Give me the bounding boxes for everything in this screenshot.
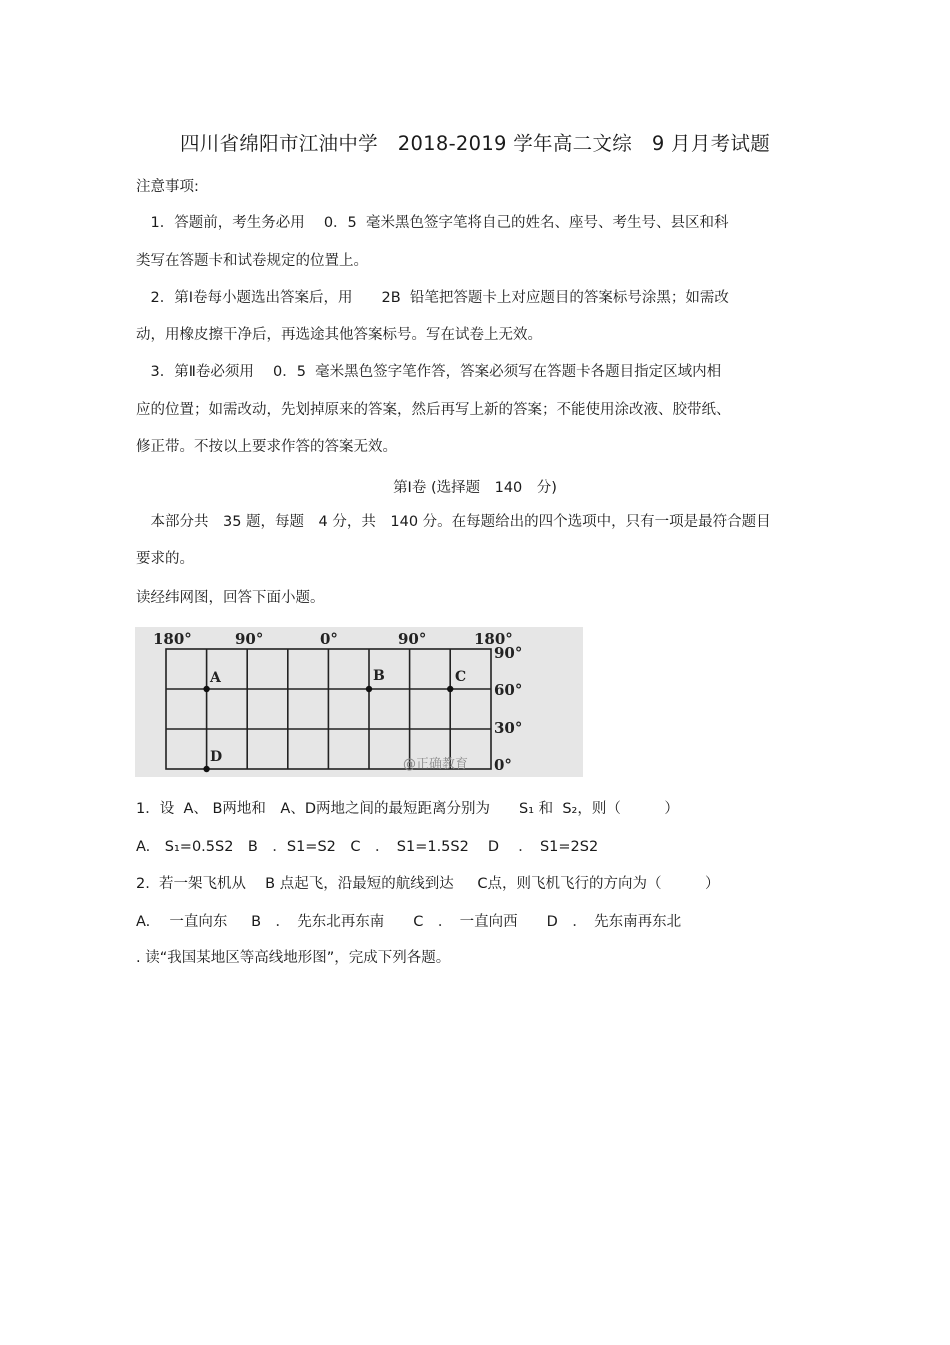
- watermark: @正确教育: [403, 757, 469, 772]
- question-2-options: A. 一直向东 B ． 先东北再东南 C ． 一直向西 D ． 先东南再东北: [136, 914, 682, 930]
- longitude-label: 90°: [235, 630, 264, 648]
- point-b-label: B: [373, 668, 385, 684]
- longitude-label: 90°: [398, 630, 427, 648]
- map-prompt: 读经纬网图，回答下面小题。: [136, 590, 325, 606]
- notice-heading: 注意事项:: [136, 179, 199, 195]
- section-intro-line: 要求的。: [136, 551, 194, 567]
- question-1-options: A. S₁=0.5S2 B ．S1=S2 C ． S1=1.5S2 D ． S1=2S2: [136, 839, 599, 855]
- point-a-marker: [203, 686, 209, 692]
- longitude-label: 180°: [153, 630, 192, 648]
- notice-line: 2．第Ⅰ卷每小题选出答案后，用 2B 铅笔把答题卡上对应题目的答案标号涂黑；如需改: [136, 290, 729, 306]
- next-prompt: . 读“我国某地区等高线地形图”，完成下列各题。: [136, 950, 451, 966]
- notice-line: 动，用橡皮擦干净后，再选途其他答案标号。写在试卷上无效。: [136, 327, 542, 343]
- page-title: 四川省绵阳市江油中学 2018-2019 学年高二文综 9 月月考试题: [179, 132, 771, 155]
- latitude-label: 60°: [494, 681, 523, 699]
- latitude-label: 30°: [494, 719, 523, 737]
- section-intro-line: 本部分共 35 题，每题 4 分，共 140 分。在每题给出的四个选项中，只有一项是最符合题目: [136, 514, 771, 530]
- notice-line: 应的位置；如需改动，先划掉原来的答案，然后再写上新的答案；不能使用涂改液、胶带纸、: [136, 402, 731, 418]
- point-c-marker: [447, 686, 453, 692]
- point-d-label: D: [210, 749, 223, 765]
- section-title: 第Ⅰ卷 (选择题 140 分): [393, 480, 557, 496]
- latitude-label: 0°: [494, 756, 512, 774]
- point-d-marker: [203, 766, 209, 772]
- question-2-stem: 2. 若一架飞机从 B 点起飞，沿最短的航线到达 C点，则飞机飞行的方向为（ ）: [136, 876, 720, 892]
- point-a-label: A: [210, 670, 221, 686]
- point-b-marker: [366, 686, 372, 692]
- notice-line: 3．第Ⅱ卷必须用 0．5 毫米黑色签字笔作答，答案必须写在答题卡各题目指定区域内相: [136, 364, 722, 380]
- longitude-label: 0°: [320, 630, 338, 648]
- question-1-stem: 1．设 A、 B两地和 A、D两地之间的最短距离分别为 S₁ 和 S₂，则（ ）: [136, 801, 679, 817]
- latitude-label: 90°: [494, 644, 523, 662]
- notice-line: 类写在答题卡和试卷规定的位置上。: [136, 253, 368, 269]
- lat-lon-grid-figure: [135, 627, 583, 777]
- notice-line: 1．答题前，考生务必用 0．5 毫米黑色签字笔将自己的姓名、座号、考生号、县区和科: [136, 215, 729, 231]
- point-c-label: C: [455, 669, 467, 685]
- longitude-label: 180°: [474, 630, 513, 648]
- notice-line: 修正带。不按以上要求作答的答案无效。: [136, 439, 397, 455]
